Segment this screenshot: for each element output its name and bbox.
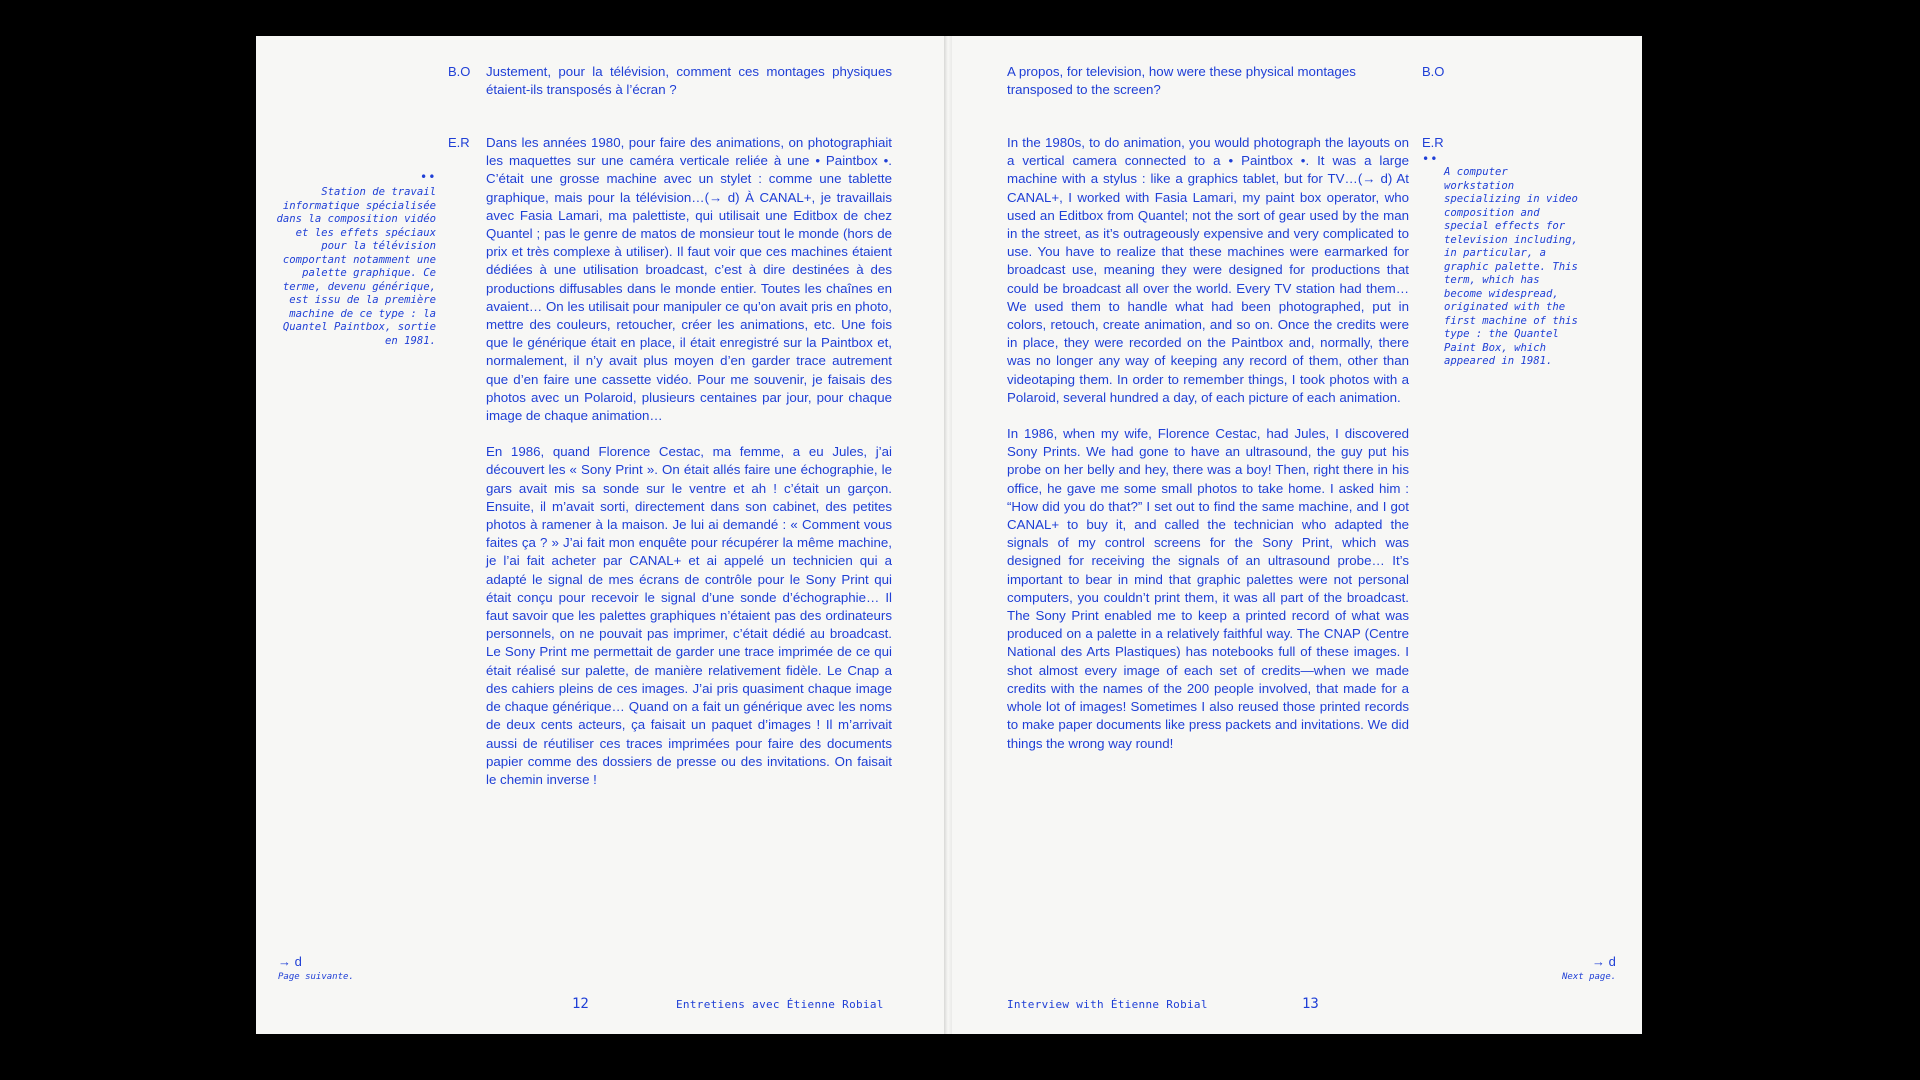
bo-question: A propos, for television, how were these physical montages transposed to the screen? [1007,64,1356,98]
running-title: Interview with Étienne Robial [1007,998,1208,1011]
left-page [256,36,946,1034]
bo-question: Justement, pour la télévision, comment ces montages physiques étaient-ils transposés à l’écran ? [486,64,892,98]
answer-body [1007,134,1409,771]
footnote-text: A computer workstation specializing in video composition and special effects for television including, in particular, a graphic palette. This term, which has become widespread, originated with the first machine of this type : the Quantel Paint Box, which appeared in 1981. [1444,166,1578,367]
running-title: Entretiens avec Étienne Robial [676,998,884,1011]
footnote-text: Station de travail informatique spécialisée dans la composition vidéo et les effets spéciaux pour la télévision comportant notamment une palette graphique. Ce terme, devenu générique, est issu de la première machine de ce type : la Quantel Paintbox, sortie en 1981. [276,186,436,347]
right-page [952,36,1642,1034]
er-speaker-label: E.R [448,135,470,150]
page-number: 12 [572,996,589,1012]
answer-paragraph: In 1986, when my wife, Florence Cestac, had Jules, I discovered Sony Prints. We had gone to have an ultrasound, the guy put his probe on her belly and hey, there was a boy! Then, right there in his office, he gave me some small photos to take home. I asked him : “How did you do that?” I set out to find the same machine, and I got CANAL+ to buy it, and called the technician who adapted the signals of my control screens for the Sony Print, which was designed for receiving the signals of an ultrasound probe… It’s important to bear in mind that graphic palettes were not personal computers, you couldn’t print them, it was all part of the broadcast. The Sony Print enabled me to keep a printed record of what was produced on a palette in a relatively faithful way. The CNAP (Centre National des Arts Plastiques) has notebooks full of these images. I shot almost every image of each set of credits—when we made credits with the names of the 200 people involved, that made for a whole lot of images! Sometimes I also reused those printed records to make paper documents like press packets and invitations. We did things the wrong way round! [1007,426,1409,751]
answer-paragraph: Dans les années 1980, pour faire des animations, on photographiait les maquettes sur une caméra verticale reliée à une • Paintbox •. C’était une grosse machine avec un stylet : comme une tablette graphique, mais pour la télévision…(→ d) À CANAL+, je travaillais avec Fasia Lamari, ma palettiste, qui utilisait une Editbox de chez Quantel ; pas le genre de matos de monsieur tout le monde (hors de prix et très complexe à utiliser). Il faut voir que ces machines étaient dédiées à une utilisation broadcast, c’est à dire destinées à des productions diffusables dans le monde entier. Toutes les chaînes en avaient… On les utilisait pour manipuler ce qu’on avait pris en photo, mettre des couleurs, retoucher, créer les animations, etc. Une fois que le générique était en place, il était enregistré sur la Paintbox et, normalement, il n’y avait plus moyen d’en garder trace autrement que d’en faire une cassette vidéo. Pour me souvenir, je faisais des photos avec un Polaroid, plusieurs centaines par jour, pour chaque image de chaque animation… [486,135,892,424]
answer-body [486,134,892,807]
answer-paragraph: In the 1980s, to do animation, you would photograph the layouts on a vertical camera connected to a • Paintbox •. It was a large machine with a stylus : like a graphics tablet, but for TV…(→ d) At CANAL+, I worked with Fasia Lamari, my paint box operator, who used an Editbox from Quantel; not the sort of gear used by the man in the street, as it’s outrageously expensive and very complicated to use. You have to realize that these machines were earmarked for broadcast use, meaning they were designed for productions that could be broadcast all over the world. Every TV station had them… We used them to handle what had been photographed, put in colors, retouch, create animation, and so on. Once the credits were in place, they were recorded on the Paintbox and, normally, there was no longer any way of keeping any record of them, other than videotaping them. In order to remember things, I took photos with a Polaroid, several hundred a day, of each picture of each animation. [1007,135,1409,405]
next-page-label: Page suivante. [278,972,354,982]
next-arrow: → d [278,954,302,969]
answer-paragraph: En 1986, quand Florence Cestac, ma femme, a eu Jules, j’ai découvert les « Sony Print ». On était allés faire une échographie, le gars avait mis sa sonde sur le ventre et ah ! c’était un garçon. Ensuite, il m’avait sorti, directement dans son cabinet, des petites photos à ramener à la maison. Je lui ai demandé : « Comment vous faites ça ? » J’ai fait mon enquête pour récupérer la même machine, je l’ai fait acheter par CANAL+ et ai appelé un technicien qui a adapté le signal de mes écrans de contrôle pour le Sony Print qui était conçu pour recevoir le signal d’une sonde d’échographie… Il faut savoir que les palettes graphiques n’étaient pas des ordinateurs personnels, on ne pouvait pas imprimer, c’était dédié au broadcast. Le Sony Print me permettait de garder une trace imprimée de ce qui était réalisé sur palette, de manière relativement fidèle. Le Cnap a des cahiers pleins de ces images. J’ai pris quasiment chaque image de chaque générique… Quand on a fait un générique avec les noms de deux cents acteurs, ça faisait un paquet d’images ! Il m’arrivait aussi de réutiliser ces traces imprimées pour faire des documents papier comme des dossiers de presse ou des invitations. On faisait le chemin inverse ! [486,444,892,787]
er-speaker-label: E.R [1422,135,1444,150]
bo-speaker-label: B.O [448,64,471,79]
next-page-label: Next page. [1562,972,1617,982]
footnote-marker: •• [1422,152,1439,166]
footnote-marker: •• [420,170,437,184]
bo-speaker-label: B.O [1422,64,1445,79]
next-arrow: → d [1592,954,1616,969]
page-number: 13 [1302,996,1319,1012]
